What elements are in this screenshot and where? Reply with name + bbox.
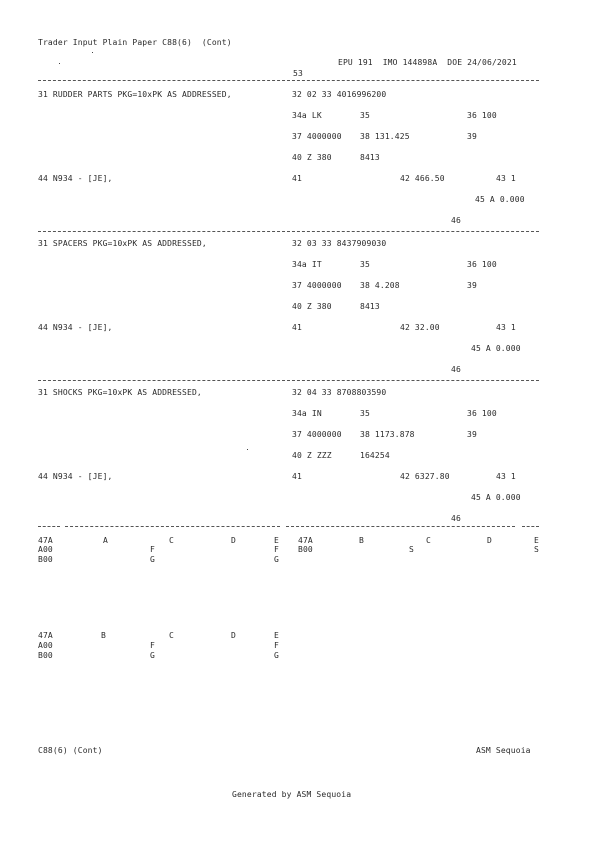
tax-col-c: C (169, 631, 174, 640)
box-36: 36 100 (467, 409, 497, 418)
box-36: 36 100 (467, 111, 497, 120)
box-35: 35 (360, 409, 370, 418)
tax-row-code: F (274, 641, 279, 650)
origin-country: 34a IN (292, 409, 322, 418)
tax-col-e: E (274, 536, 279, 545)
footer-software-name: ASM Sequoia (476, 746, 531, 755)
net-mass: 38 131.425 (360, 132, 410, 141)
tax-col-d: D (231, 631, 236, 640)
tax-col-d: D (231, 536, 236, 545)
box-45: 45 A 0.000 (471, 493, 521, 502)
reference-line: EPU 191 IMO 144898A DOE 24/06/2021 (338, 58, 517, 67)
tax-row-code: S (534, 545, 539, 554)
divider (38, 231, 539, 232)
speck-mark (59, 63, 60, 64)
additional-info: 44 N934 - [JE], (38, 174, 113, 183)
tax-row-type: A00 (38, 641, 53, 650)
tax-col-d: D (487, 536, 492, 545)
tax-col-a: A (103, 536, 108, 545)
origin-country: 34a IT (292, 260, 322, 269)
origin-country: 34a LK (292, 111, 322, 120)
previous-document: 40 Z 380 (292, 302, 332, 311)
tax-col-47a: 47A (298, 536, 313, 545)
box-43: 43 1 (496, 174, 516, 183)
tax-row-type: B00 (38, 651, 53, 660)
previous-document-ref: 8413 (360, 302, 380, 311)
procedure-code: 37 4000000 (292, 281, 342, 290)
tax-col-c: C (169, 536, 174, 545)
box-45: 45 A 0.000 (471, 344, 521, 353)
box-36: 36 100 (467, 260, 497, 269)
tax-row-type: B00 (38, 555, 53, 564)
commodity-code: 32 03 33 8437909030 (292, 239, 387, 248)
tax-row-code: S (409, 545, 414, 554)
item-price: 42 6327.80 (400, 472, 450, 481)
commodity-code: 32 02 33 4016996200 (292, 90, 387, 99)
tax-row-code: F (150, 545, 155, 554)
box-35: 35 (360, 111, 370, 120)
tax-row-code: F (274, 545, 279, 554)
box-41: 41 (292, 472, 302, 481)
tax-row-type: B00 (298, 545, 313, 554)
tax-row-code: G (274, 555, 279, 564)
box-43: 43 1 (496, 472, 516, 481)
tax-col-47a: 47A (38, 631, 53, 640)
procedure-code: 37 4000000 (292, 430, 342, 439)
box-45: 45 A 0.000 (475, 195, 525, 204)
box-53-label: 53 (293, 69, 303, 78)
generated-by-note: Generated by ASM Sequoia (232, 790, 352, 799)
net-mass: 38 4.208 (360, 281, 400, 290)
tax-col-b: B (101, 631, 106, 640)
previous-document-ref: 164254 (360, 451, 390, 460)
tax-col-e: E (274, 631, 279, 640)
box-43: 43 1 (496, 323, 516, 332)
tax-row-code: G (150, 555, 155, 564)
tax-row-code: F (150, 641, 155, 650)
item-price: 42 32.00 (400, 323, 440, 332)
divider (38, 526, 60, 527)
tax-row-code: G (274, 651, 279, 660)
divider (38, 80, 539, 81)
box-39: 39 (467, 281, 477, 290)
box-39: 39 (467, 132, 477, 141)
divider (65, 526, 280, 527)
form-title: Trader Input Plain Paper C88(6) (Cont) (38, 38, 232, 47)
tax-row-type: A00 (38, 545, 53, 554)
box-41: 41 (292, 174, 302, 183)
procedure-code: 37 4000000 (292, 132, 342, 141)
divider (38, 380, 539, 381)
tax-col-b: B (359, 536, 364, 545)
tax-col-e: E (534, 536, 539, 545)
goods-description: 31 RUDDER PARTS PKG=10xPK AS ADDRESSED, (38, 90, 232, 99)
goods-description: 31 SPACERS PKG=10xPK AS ADDRESSED, (38, 239, 207, 248)
commodity-code: 32 04 33 8708803590 (292, 388, 387, 397)
box-41: 41 (292, 323, 302, 332)
speck-mark (92, 52, 93, 53)
previous-document-ref: 8413 (360, 153, 380, 162)
goods-description: 31 SHOCKS PKG=10xPK AS ADDRESSED, (38, 388, 202, 397)
speck-mark (247, 449, 248, 450)
tax-col-c: C (426, 536, 431, 545)
net-mass: 38 1173.878 (360, 430, 415, 439)
additional-info: 44 N934 - [JE], (38, 323, 113, 332)
tax-col-47a: 47A (38, 536, 53, 545)
tax-row-code: G (150, 651, 155, 660)
divider (522, 526, 539, 527)
previous-document: 40 Z 380 (292, 153, 332, 162)
box-39: 39 (467, 430, 477, 439)
previous-document: 40 Z ZZZ (292, 451, 332, 460)
footer-form-name: C88(6) (Cont) (38, 746, 103, 755)
box-46: 46 (451, 216, 461, 225)
box-46: 46 (451, 365, 461, 374)
divider (286, 526, 515, 527)
box-35: 35 (360, 260, 370, 269)
additional-info: 44 N934 - [JE], (38, 472, 113, 481)
box-46: 46 (451, 514, 461, 523)
item-price: 42 466.50 (400, 174, 445, 183)
